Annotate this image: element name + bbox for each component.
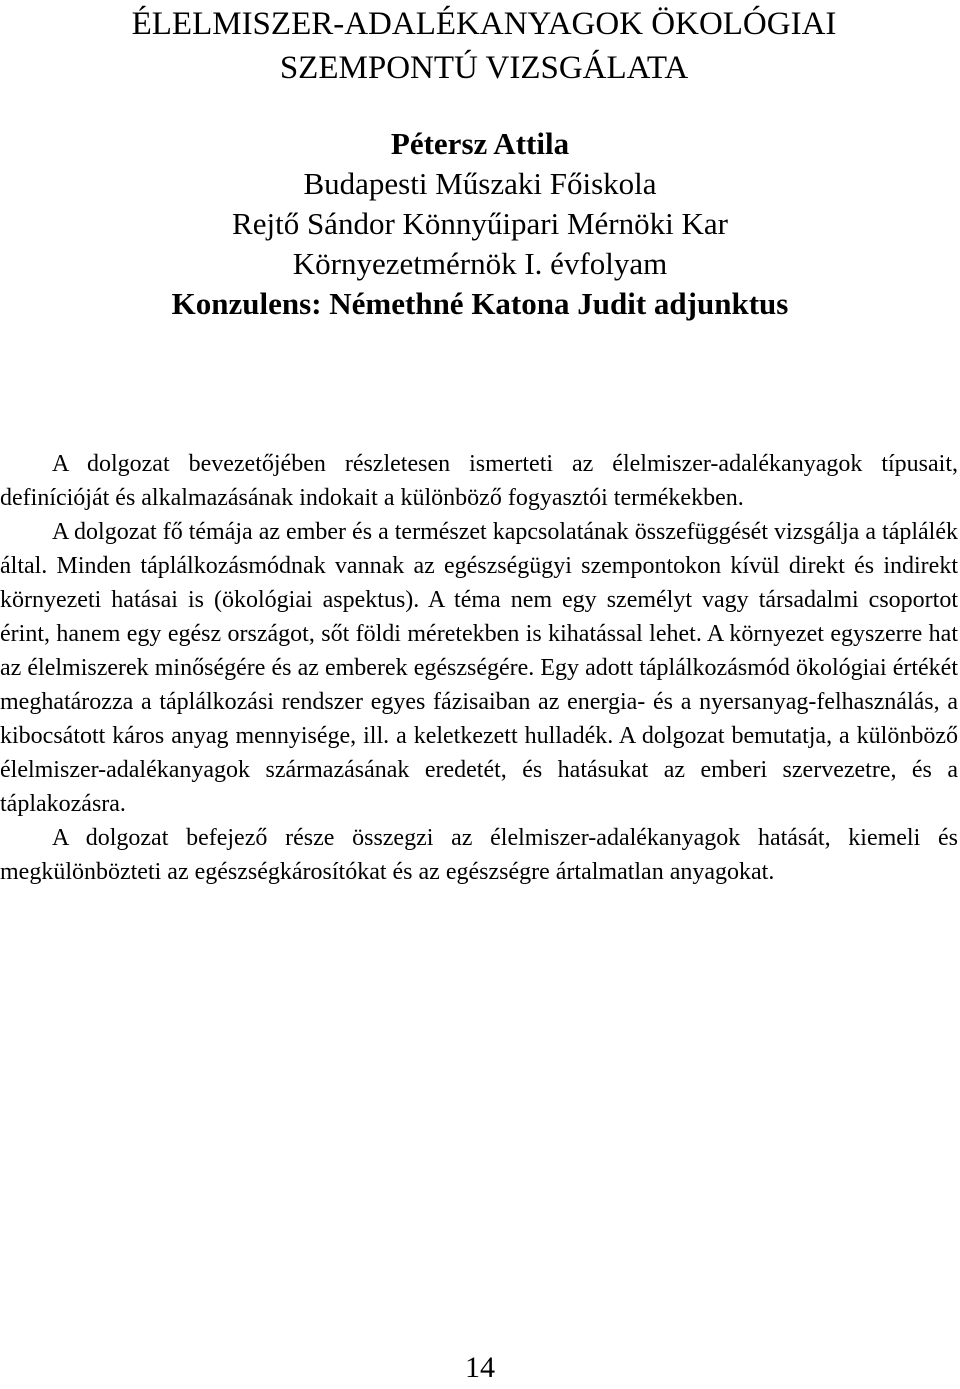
advisor-line: Konzulens: Némethné Katona Judit adjunktus — [171, 286, 789, 321]
abstract-paragraph-1: A dolgozat bevezetőjében részletesen ismerteti az élelmiszer-adalékanyagok típusait, definícióját és alkalmazásának indokait a különböző fogyasztói termékekben. — [0, 451, 958, 511]
document-title — [104, 2, 864, 90]
author-block — [0, 124, 960, 324]
abstract-paragraph-2: A dolgozat fő témája az ember és a természet kapcsolatának összefüggését vizsgálja a táplálék által. Minden táplálkozásmódnak vannak az egészségügyi szempontokon kívül direkt és indirekt környezeti hatásai is (ökológiai aspektus). A téma nem egy személyt vagy társadalmi csoportot érint, hanem egy egész országot, sőt földi méretekben is kihatással lehet. A környezet egyszerre hat az élelmiszerek minőségére és az emberek egészségére. Egy adott táplálkozásmód ökológiai értékét meghatározza a táplálkozási rendszer egyes fázisaiban az energia- és a nyersanyag-felhasználás, a kibocsátott káros anyag mennyisége, ill. a keletkezett hulladék. A dolgozat bemutatja, a különböző élelmiszer-adalékanyagok származásának eredetét, és hatásukat az emberi szervezetre, és a táplakozásra. — [0, 519, 958, 817]
abstract-text — [0, 447, 958, 889]
page-number: 14 — [465, 1351, 495, 1384]
title-line-1: ÉLELMISZER-ADALÉKANYAGOK ÖKOLÓGIAI — [131, 6, 837, 42]
title-line-2: SZEMPONTÚ VIZSGÁLATA — [279, 50, 689, 86]
author-name: Pétersz Attila — [390, 126, 570, 161]
abstract-paragraph-3: A dolgozat befejező része összegzi az élelmiszer-adalékanyagok hatását, kiemeli és megkülönbözteti az egészségkárosítókat és az egészségre ártalmatlan anyagokat. — [0, 825, 958, 885]
faculty-name: Rejtő Sándor Könnyűipari Mérnöki Kar — [232, 206, 728, 241]
program-year: Környezetmérnök I. évfolyam — [292, 246, 668, 281]
institution-name: Budapesti Műszaki Főiskola — [303, 166, 657, 201]
